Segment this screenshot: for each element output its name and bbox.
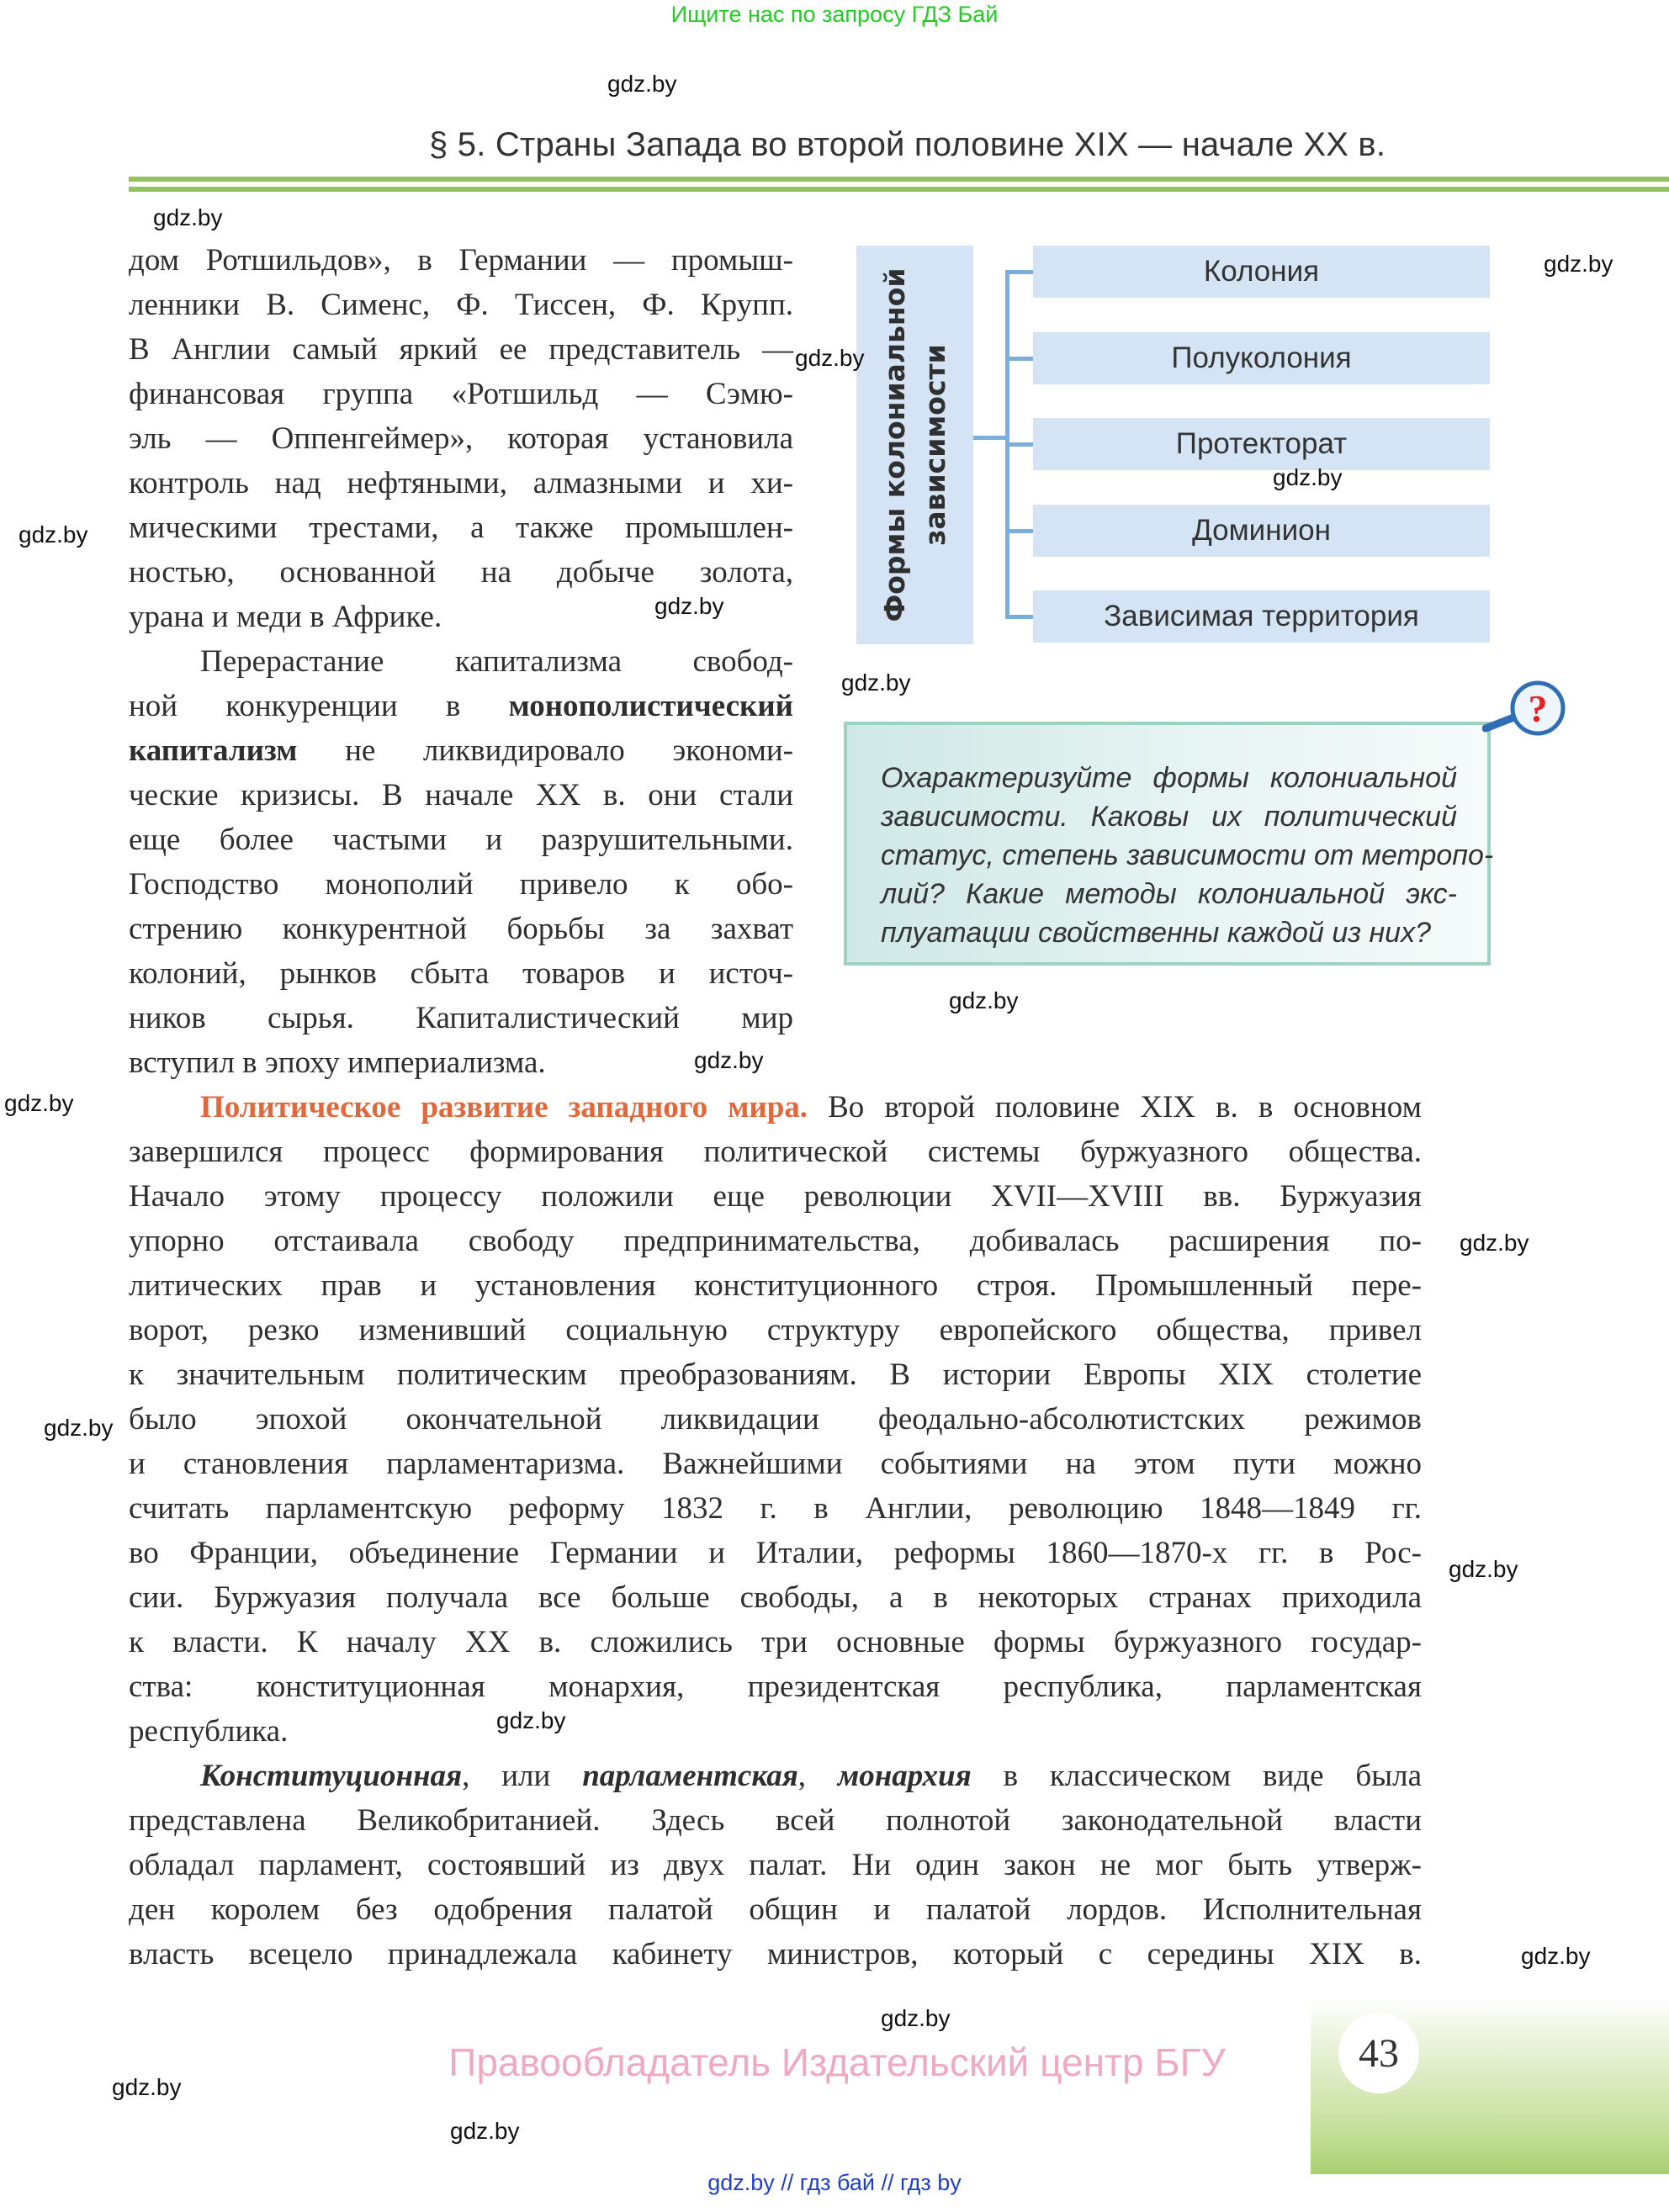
text-line: вступил в эпоху империализма.	[129, 1045, 546, 1080]
text-line: мическими трестами, а также промышлен-	[129, 511, 793, 545]
watermark: gdz.by	[841, 669, 911, 696]
question-box	[844, 722, 1494, 966]
text-line: Перерастание капитализма свобод-	[200, 644, 793, 679]
watermark: gdz.by	[19, 521, 88, 548]
watermark: gdz.by	[1449, 1556, 1518, 1582]
text-line: обладал парламент, состоявший из двух палат. Ни один закон не мог быть утверж-	[129, 1848, 1422, 1882]
header-rule-bottom	[129, 187, 1669, 192]
watermark: gdz.by	[1521, 1943, 1591, 1969]
text-line: упорно отстаивала свободу предпринимательства, добивалась расширения по-	[129, 1224, 1422, 1258]
diagram-item-dependent-territory: Зависимая территория	[1033, 590, 1490, 643]
watermark: gdz.by	[795, 345, 865, 371]
text-span: в классическом виде была	[971, 1759, 1422, 1793]
text-line: республика.	[129, 1714, 289, 1749]
text-line: считать парламентскую реформу 1832 г. в Англии, революцию 1848—1849 гг.	[129, 1491, 1422, 1526]
term-bold-italic: монархия	[837, 1759, 972, 1793]
text-line: к значительным политическим преобразованиям. В истории Европы XIX столетие	[129, 1357, 1422, 1392]
top-search-note: Ищите нас по запросу ГДЗ Бай	[670, 2, 999, 27]
diagram-title-box	[856, 246, 973, 644]
text-line: ностью, основанной на добыче золота,	[129, 555, 793, 590]
watermark: gdz.by	[1273, 464, 1343, 490]
watermark: gdz.by	[694, 1047, 764, 1073]
text-line: ленники В. Сименс, Ф. Тиссен, Ф. Крупп.	[129, 288, 793, 322]
question-line: зависимости. Каковы их политический	[881, 801, 1457, 833]
connector-line	[1005, 442, 1033, 447]
connector-line	[1005, 357, 1033, 361]
watermark: gdz.by	[450, 2118, 520, 2144]
watermark: gdz.by	[949, 987, 1019, 1013]
connector-line	[1005, 529, 1033, 533]
term-bold-italic: парламентская	[582, 1759, 798, 1793]
header-rule-top	[129, 177, 1669, 182]
text-span: , или	[462, 1759, 583, 1793]
watermark: gdz.by	[1544, 251, 1613, 277]
text-line: дом Ротшильдов», в Германии — промыш-	[129, 243, 793, 278]
question-line: плуатации свойственны каждой из них?	[881, 917, 1432, 949]
text-line: Господство монополий привело к обо-	[129, 867, 793, 902]
text-line: и становления парламентаризма. Важнейшими событиями на этом пути можно	[129, 1447, 1422, 1481]
term-bold-italic: Конституционная	[200, 1759, 463, 1793]
watermark: gdz.by	[881, 2005, 951, 2031]
copyright-notice: Правообладатель Издательский центр БГУ	[448, 2040, 1226, 2084]
text-span: ,	[797, 1759, 838, 1793]
text-line: во Франции, объединение Германии и Италии, реформы 1860—1870-х гг. в Рос-	[129, 1536, 1422, 1570]
connector-line	[1005, 270, 1033, 274]
watermark: gdz.by	[496, 1707, 566, 1733]
watermark: gdz.by	[153, 204, 223, 230]
text-line	[129, 684, 793, 728]
text-line: ческие кризисы. В начале XX в. они стали	[129, 778, 793, 812]
diagram-item-semicolony: Полуколония	[1033, 332, 1490, 384]
svg-text:?: ?	[1528, 687, 1548, 730]
text-line: ворот, резко изменивший социальную структуру европейского общества, привел	[129, 1313, 1422, 1347]
term-bold: капитализм	[129, 733, 298, 768]
question-line: статус, степень зависимости от метропо-	[881, 839, 1494, 871]
diagram-item-protectorate: Протекторат	[1033, 418, 1490, 470]
text-line: ства: конституционная монархия, президентская республика, парламентская	[129, 1670, 1422, 1704]
question-line: Охарактеризуйте формы колониальной	[881, 762, 1457, 794]
page-number-panel	[1311, 1998, 1669, 2174]
text-line	[129, 728, 793, 773]
magnifier-question-icon	[1482, 680, 1566, 747]
text-line: В Англии самый яркий ее представитель —	[129, 332, 793, 367]
text-line: Начало этому процессу положили еще революции XVII—XVIII вв. Буржуазия	[129, 1179, 1422, 1214]
text-line: завершился процесс формирования политической системы буржуазного общества.	[129, 1135, 1422, 1169]
text-span: Во второй половине XIX в. в основном	[808, 1090, 1422, 1125]
text-line	[200, 1754, 1422, 1798]
text-line: власть всецело принадлежала кабинету министров, который с середины XIX в.	[129, 1937, 1422, 1971]
question-text	[881, 759, 1494, 952]
watermark: gdz.by	[112, 2074, 182, 2100]
page-heading: § 5. Страны Запада во второй половине XIX — начале XX в.	[429, 126, 1386, 163]
connector-line	[973, 436, 1007, 440]
watermark: gdz.by	[607, 71, 677, 97]
text-line: урана и меди в Африке.	[129, 600, 442, 634]
diagram-item-dominion: Доминион	[1033, 505, 1490, 557]
text-line: контроль над нефтяными, алмазными и хи-	[129, 466, 793, 500]
watermark: gdz.by	[44, 1415, 114, 1441]
diagram-item-colony: Колония	[1033, 246, 1490, 298]
text-line: ников сырья. Капиталистический мир	[129, 1001, 793, 1035]
question-line: лий? Какие методы колониальной экс-	[881, 878, 1457, 910]
text-line: еще более частыми и разрушительными.	[129, 823, 793, 857]
text-line	[200, 1085, 1422, 1130]
term-bold: монополистический	[508, 689, 793, 723]
text-line: к власти. К началу XX в. сложились три основные формы буржуазного государ-	[129, 1625, 1422, 1659]
text-span: не ликвидировало экономи-	[297, 733, 793, 768]
text-line: колоний, рынков сбыта товаров и источ-	[129, 956, 793, 991]
page-number: 43	[1338, 2013, 1419, 2093]
text-line: было эпохой окончательной ликвидации феодально-абсолютистских режимов	[129, 1402, 1422, 1437]
connector-line	[1005, 615, 1033, 619]
diagram-title: Формы колониальной зависимости	[877, 267, 951, 622]
text-span: ной конкуренции в	[129, 689, 509, 723]
watermark: gdz.by	[1460, 1230, 1529, 1256]
text-line: эль — Оппенгеймер», которая установила	[129, 421, 793, 456]
text-line: стрению конкурентной борьбы за захват	[129, 912, 793, 946]
bottom-links[interactable]: gdz.by // гдз бай // гдз by	[707, 2170, 962, 2195]
text-line: ден королем без одобрения палатой общин и палатой лордов. Исполнительная	[129, 1892, 1422, 1927]
watermark: gdz.by	[4, 1090, 74, 1116]
text-line: литических прав и установления конституционного строя. Промышленный пере-	[129, 1268, 1422, 1303]
section-title: Политическое развитие западного мира.	[200, 1090, 808, 1125]
watermark: gdz.by	[654, 593, 724, 619]
text-line: сии. Буржуазия получала все больше свободы, а в некоторых странах приходила	[129, 1580, 1422, 1615]
text-line: представлена Великобританией. Здесь всей полнотой законодательной власти	[129, 1803, 1422, 1838]
text-line: финансовая группа «Ротшильд — Сэмю-	[129, 377, 793, 411]
